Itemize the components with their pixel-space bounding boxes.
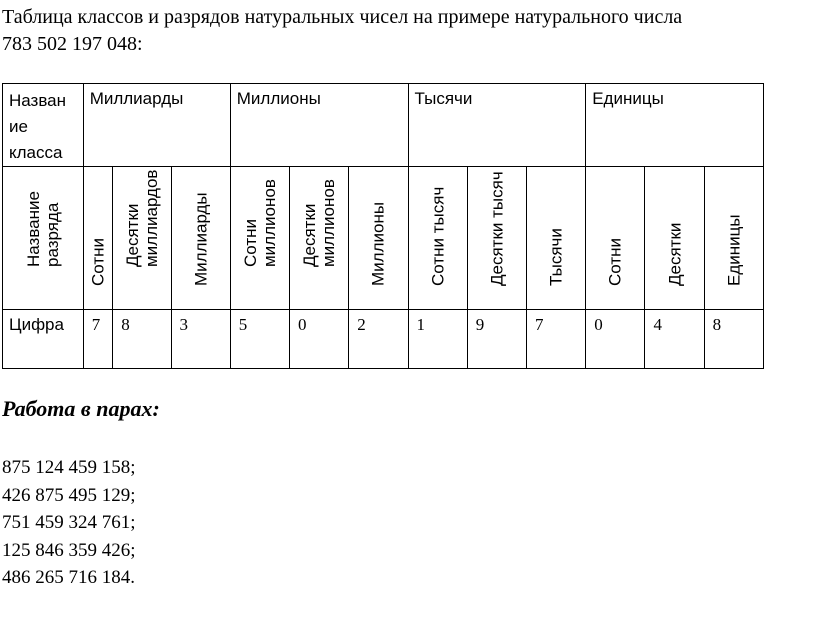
digit-cell: 9	[467, 310, 526, 369]
rank-cell: Сотни миллионов	[230, 167, 289, 310]
rank-cell: Десятки миллионов	[290, 167, 349, 310]
digit-cell: 8	[704, 310, 763, 369]
digit-cell: 7	[526, 310, 585, 369]
digit-cell: 2	[349, 310, 408, 369]
example-number: 486 265 716 184.	[2, 567, 135, 588]
rank-cell: Десятки	[645, 167, 704, 310]
digit-cell: 4	[645, 310, 704, 369]
digit-row	[3, 310, 764, 369]
classes-table	[2, 83, 764, 369]
rank-cell: Тысячи	[526, 167, 585, 310]
rank-cell: Сотни	[83, 167, 113, 310]
rank-label-cell	[3, 167, 84, 310]
rank-cell: Миллиарды	[171, 167, 230, 310]
rank-cell: Миллионы	[349, 167, 408, 310]
document-title	[2, 4, 682, 58]
digit-cell: 0	[290, 310, 349, 369]
pair-work-heading: Работа в парах:	[2, 396, 160, 421]
class-row	[3, 84, 764, 167]
digit-cell: 5	[230, 310, 289, 369]
rank-label: Название разряда	[23, 191, 62, 267]
rank-cell: Сотни тысяч	[408, 167, 467, 310]
rank-cell: Единицы	[704, 167, 763, 310]
digit-cell: 0	[586, 310, 645, 369]
example-number: 751 459 324 761;	[2, 512, 136, 533]
class-label: Назван ие класса	[9, 91, 67, 162]
rank-cell: Десятки миллиардов	[113, 167, 171, 310]
example-numbers-list	[2, 454, 136, 592]
class-units: Единицы	[586, 84, 764, 167]
digit-cell: 8	[113, 310, 171, 369]
class-billions: Миллиарды	[83, 84, 230, 167]
rank-cell: Сотни	[586, 167, 645, 310]
digit-label-cell: Цифра	[3, 310, 84, 369]
title-line-1: Таблица классов и разрядов натуральных чисел на примере натурального числа	[2, 6, 683, 28]
digit-cell: 3	[171, 310, 230, 369]
digit-cell: 1	[408, 310, 467, 369]
rank-cell: Десятки тысяч	[467, 167, 526, 310]
example-number: 426 875 495 129;	[2, 484, 136, 506]
example-number: 875 124 459 158;	[2, 457, 136, 478]
title-line-2: 783 502 197 048:	[2, 33, 143, 55]
class-millions: Миллионы	[230, 84, 408, 167]
class-thousands: Тысячи	[408, 84, 586, 167]
class-label-cell	[3, 84, 84, 167]
rank-row	[3, 167, 764, 310]
digit-cell: 7	[83, 310, 113, 369]
example-number: 125 846 359 426;	[2, 539, 136, 561]
